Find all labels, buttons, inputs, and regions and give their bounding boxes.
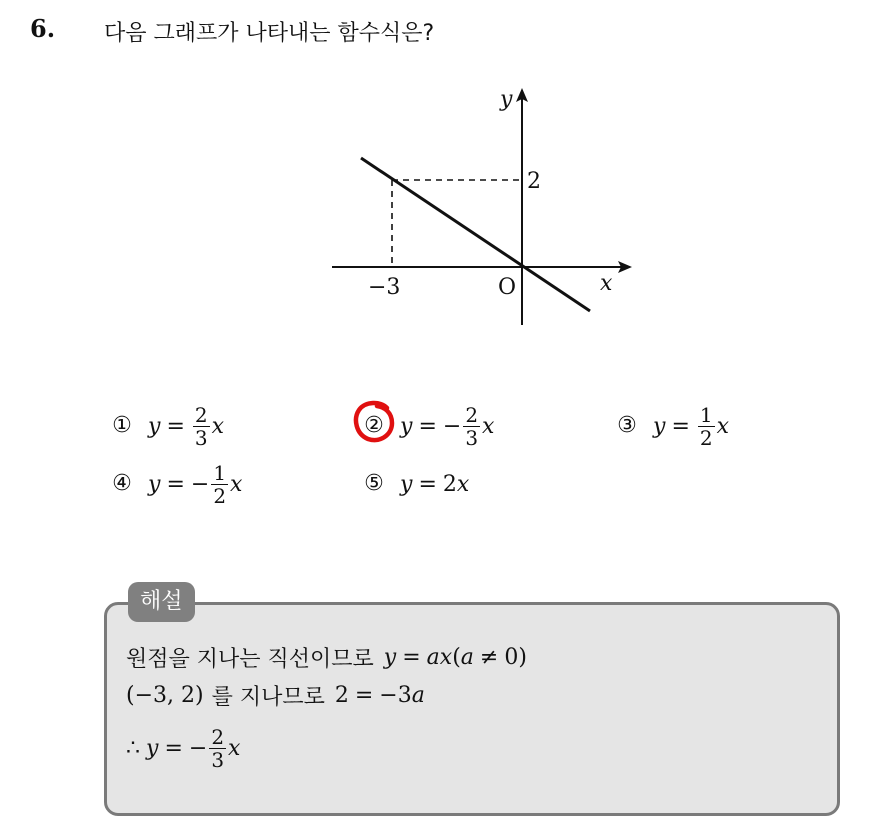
math-point: (−3, 2)	[126, 683, 204, 708]
choice-variable: x	[230, 471, 243, 497]
choice-variable: x	[456, 471, 470, 497]
math-equals: =	[354, 683, 374, 708]
x-axis-label: x	[600, 271, 613, 296]
math-x: x	[439, 645, 453, 670]
fraction-numerator: 1	[213, 460, 227, 485]
choice-2[interactable]	[362, 398, 494, 454]
choice-equals: =	[671, 413, 690, 439]
choice-variable: x	[211, 413, 225, 439]
choice-4[interactable]	[110, 456, 242, 512]
fraction-denominator: 3	[211, 747, 225, 772]
choice-number: ③	[617, 413, 637, 438]
x-tick-label: −3	[368, 275, 401, 300]
math-rhs: −3	[379, 683, 412, 708]
solution-title: 해설	[128, 582, 195, 622]
math-equals: =	[164, 735, 183, 761]
fraction-denominator: 3	[194, 425, 208, 450]
fraction-numerator: 1	[699, 402, 713, 427]
choice-variable: x	[716, 413, 730, 439]
math-a: a	[460, 645, 474, 670]
choice-rhs: 2	[442, 471, 457, 497]
choice-number: ①	[112, 413, 132, 438]
math-not-equal: ≠	[479, 645, 499, 670]
choice-number: ⑤	[364, 471, 384, 496]
choice-equals: =	[418, 471, 437, 497]
choice-1[interactable]	[110, 398, 224, 454]
choice-lhs: y	[653, 413, 666, 439]
question-text: 다음 그래프가 나타내는 함수식은?	[104, 21, 435, 46]
solution-line-1	[126, 642, 527, 673]
math-lhs: 2	[334, 683, 349, 708]
origin-label: O	[498, 275, 517, 300]
math-y: y	[146, 735, 159, 761]
math-y: y	[383, 645, 397, 670]
choice-equals: =	[166, 471, 185, 497]
choice-fraction	[698, 404, 715, 449]
fraction-numerator: 2	[465, 402, 479, 427]
fraction-denominator: 2	[699, 425, 713, 450]
choice-fraction	[463, 404, 480, 449]
math-equals: =	[402, 645, 421, 670]
math-a: a	[411, 683, 425, 708]
math-a: a	[426, 645, 440, 670]
solution-line-1-text: 원점을 지나는 직선이므로	[126, 647, 374, 672]
y-axis-label: y	[500, 87, 513, 112]
therefore-icon: ∴	[126, 735, 140, 761]
choice-5[interactable]	[362, 456, 469, 512]
solution-line-2	[126, 680, 425, 711]
choice-lhs: y	[400, 471, 413, 497]
choice-lhs: y	[148, 413, 161, 439]
solution-line-2-text: 를 지나므로	[211, 685, 325, 710]
choice-fraction	[211, 462, 228, 507]
math-paren-close: )	[518, 645, 527, 670]
math-fraction	[209, 726, 226, 771]
math-zero: 0	[504, 645, 519, 670]
y-tick-label: 2	[527, 169, 541, 194]
choice-lhs: y	[148, 471, 161, 497]
choice-fraction	[193, 404, 210, 449]
choice-sign: −	[190, 471, 210, 497]
function-graph	[320, 78, 650, 338]
fraction-denominator: 3	[465, 425, 479, 450]
solution-line-3	[126, 718, 240, 778]
choice-lhs: y	[400, 413, 413, 439]
choice-sign: −	[442, 413, 462, 439]
choice-variable: x	[482, 413, 495, 439]
choice-equals: =	[166, 413, 185, 439]
math-sign: −	[188, 735, 208, 761]
math-paren-open: (	[452, 645, 461, 670]
fraction-denominator: 2	[213, 483, 227, 508]
fraction-numerator: 2	[194, 402, 208, 427]
fraction-numerator: 2	[211, 724, 225, 749]
choice-number: ④	[112, 471, 132, 496]
math-x: x	[228, 735, 241, 761]
choice-equals: =	[418, 413, 437, 439]
question-number: 6.	[30, 14, 56, 43]
choice-3[interactable]	[615, 398, 729, 454]
choice-number: ②	[364, 413, 384, 438]
